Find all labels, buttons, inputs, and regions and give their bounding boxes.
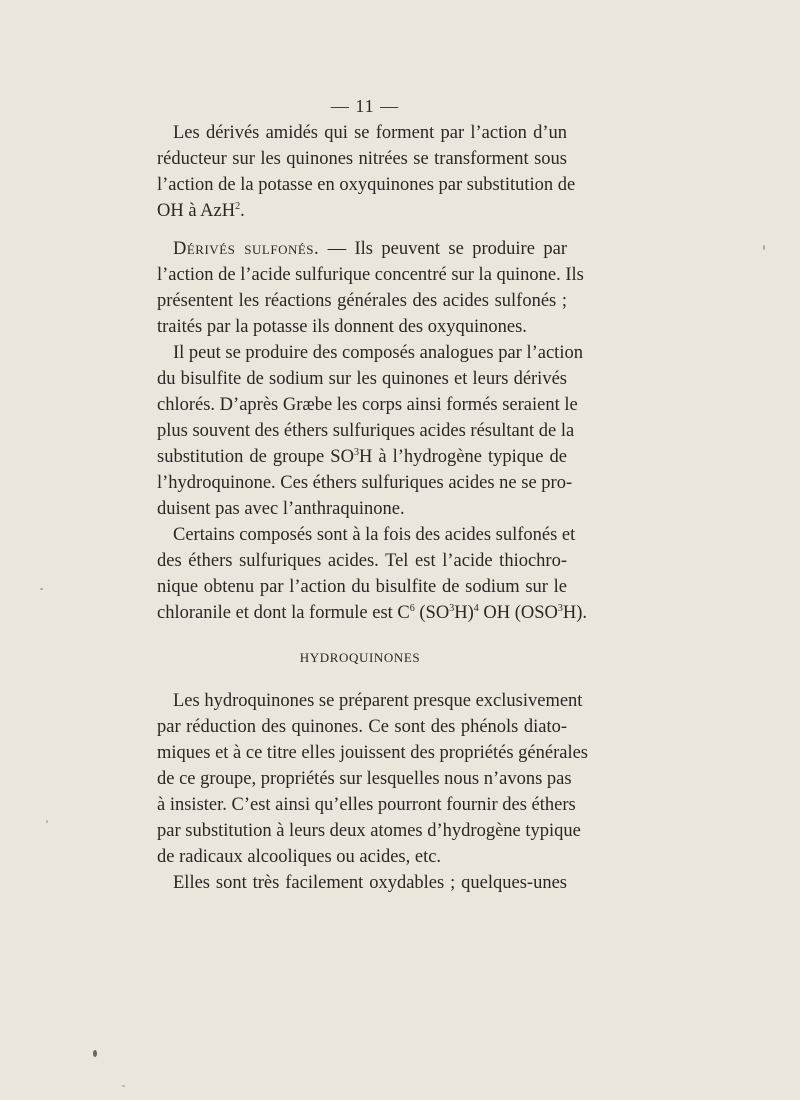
paragraph-line [157, 198, 567, 224]
paragraph-line [157, 600, 588, 626]
paragraph-line: par réduction des quinones. Ce sont des phénols diato- [157, 717, 567, 737]
paragraph-line: de ce groupe, propriétés sur lesquelles nous n’avons pas [157, 769, 572, 789]
paragraph-line: Elles sont très facilement oxydables ; quelques-unes [173, 873, 567, 893]
text-span: H à l’hydrogène typique de [358, 447, 567, 467]
superscript: 6 [409, 602, 415, 614]
superscript: 3 [449, 602, 455, 614]
paragraph-line: l’action de l’acide sulfurique concentré sur la quinone. Ils [157, 265, 584, 285]
text-span: OH à AzH [157, 201, 236, 221]
text-span: . [240, 201, 245, 221]
text-span: substitution de groupe SO [157, 447, 354, 467]
paragraph-line: de radicaux alcooliques ou acides, etc. [157, 847, 442, 867]
paragraph-line: l’action de la potasse en oxyquinones par substitution de [157, 175, 576, 195]
superscript: 4 [473, 602, 479, 614]
paragraph-line [173, 236, 567, 262]
paragraph-line: Certains composés sont à la fois des acides sulfonés et [173, 525, 576, 545]
paragraph-line: chlorés. D’après Græbe les corps ainsi formés seraient le [157, 395, 578, 415]
paragraph-line: plus souvent des éthers sulfuriques acides résultant de la [157, 421, 575, 441]
text-span: chloranile et dont la formule est C [157, 603, 410, 623]
paragraph-line: des éthers sulfuriques acides. Tel est l’acide thiochro- [157, 551, 567, 571]
text-span: — Ils peuvent se produire par [319, 239, 567, 259]
paragraph-line: par substitution à leurs deux atomes d’hydrogène typique [157, 821, 581, 841]
paragraph-line: présentent les réactions générales des acides sulfonés ; [157, 291, 567, 311]
paragraph-line: réducteur sur les quinones nitrées se transforment sous [157, 149, 567, 169]
paragraph-line: traités par la potasse ils donnent des oxyquinones. [157, 317, 527, 337]
paragraph-line: Les hydroquinones se préparent presque exclusivement [173, 691, 583, 711]
paper-speck [93, 1050, 97, 1057]
text-span: H) [454, 603, 474, 623]
text-span: H). [562, 603, 588, 623]
paragraph-line: l’hydroquinone. Ces éthers sulfuriques acides ne se pro- [157, 473, 573, 493]
superscript: 3 [557, 602, 563, 614]
paragraph-line: Il peut se produire des composés analogues par l’action [173, 343, 583, 363]
paragraph-line: duisent pas avec l’anthraquinone. [157, 499, 405, 519]
paper-speck [46, 820, 48, 823]
text-span: (SO [414, 603, 450, 623]
section-heading: HYDROQUINONES [299, 650, 421, 665]
page-number: — 11 — [330, 96, 400, 116]
run-in-heading: Dérivés sulfonés. [173, 239, 320, 259]
paragraph-line: nique obtenu par l’action du bisulfite de sodium sur le [157, 577, 567, 597]
paragraph-line: à insister. C’est ainsi qu’elles pourront fournir des éthers [157, 795, 576, 815]
superscript: 3 [353, 446, 359, 458]
paragraph-line [157, 444, 567, 470]
paragraph-line: miques et à ce titre elles jouissent des propriétés générales [157, 743, 589, 763]
text-span: OH (OSO [478, 603, 558, 623]
paper-speck [122, 1085, 125, 1087]
superscript: 2 [235, 200, 241, 212]
paragraph-line: Les dérivés amidés qui se forment par l’action d’un [173, 123, 567, 143]
paragraph-line: du bisulfite de sodium sur les quinones et leurs dérivés [157, 369, 567, 389]
paper-speck [40, 588, 43, 590]
paper-speck [763, 245, 765, 250]
